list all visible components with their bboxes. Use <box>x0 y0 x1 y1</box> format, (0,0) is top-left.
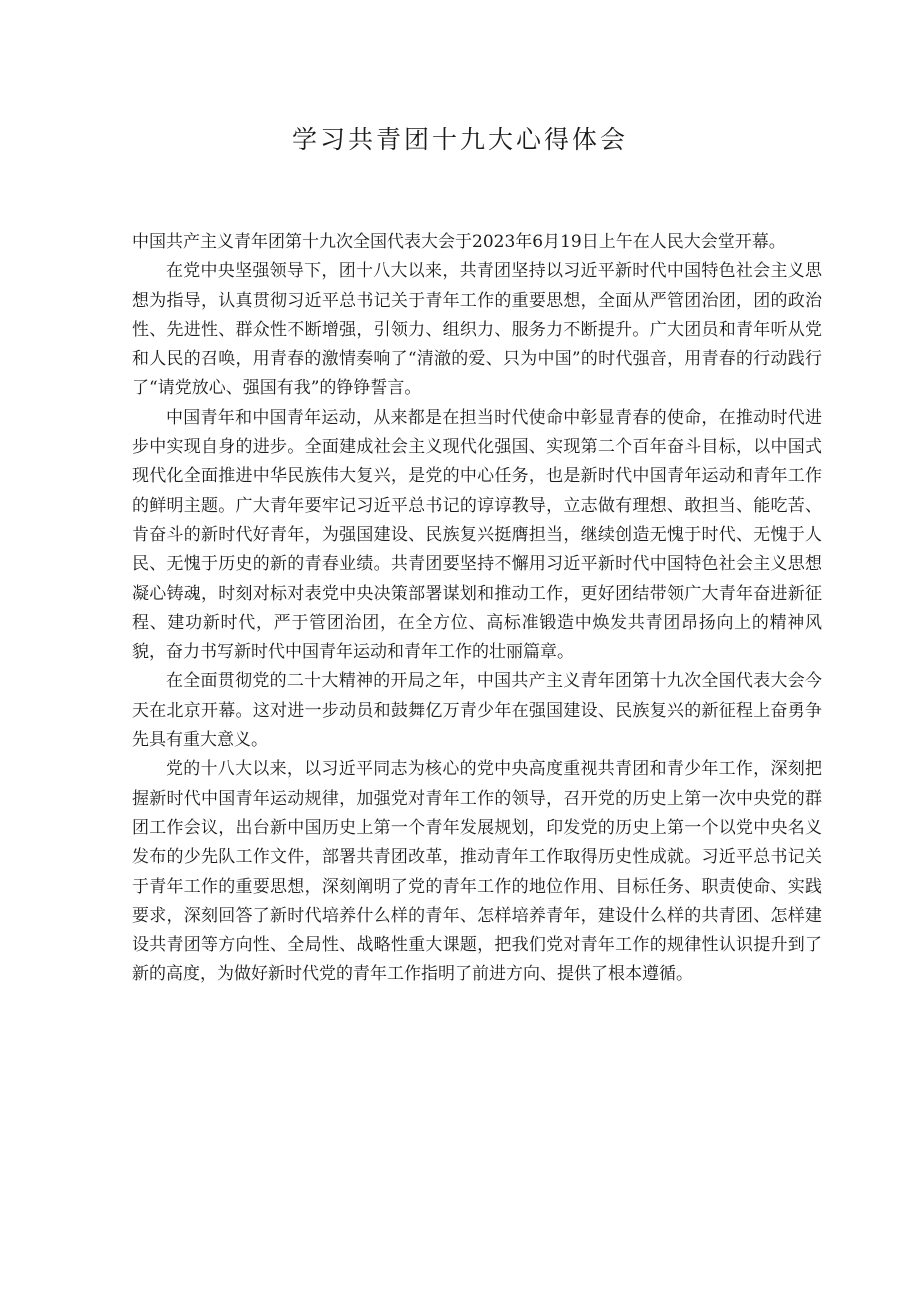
document-title: 学习共青团十九大心得体会 <box>291 125 628 154</box>
paragraph-2: 在党中央坚强领导下，团十八大以来，共青团坚持以习近平新时代中国特色社会主义思想为指导，认真贯彻习近平总书记关于青年工作的重要思想，全面从严管团治团，团的政治性、先进性、群众性不断增强，引领力、组织力、服务力不断提升。广大团员和青年听从党和人民的召唤，用青春的激情奏响了“清澈的爱、只为中国”的时代强音，用青春的行动践行了“请党放心、强国有我”的铮铮誓言。 <box>132 261 822 399</box>
document-body <box>132 228 822 990</box>
paragraph-1: 中国共产主义青年团第十九次全国代表大会于2023年6月19日上午在人民大会堂开幕。 <box>132 232 786 252</box>
paragraph-3: 中国青年和中国青年运动，从来都是在担当时代使命中彰显青春的使命，在推动时代进步中实现自身的进步。全面建成社会主义现代化强国、实现第二个百年奋斗目标，以中国式现代化全面推进中华民族伟大复兴，是党的中心任务，也是新时代中国青年运动和青年工作的鲜明主题。广大青年要牢记习近平总书记的谆谆教导，立志做有理想、敢担当、能吃苦、肯奋斗的新时代好青年，为强国建设、民族复兴挺膺担当，继续创造无愧于时代、无愧于人民、无愧于历史的新的青春业绩。共青团要坚持不懈用习近平新时代中国特色社会主义思想凝心铸魂，时刻对标对表党中央决策部署谋划和推动工作，更好团结带领广大青年奋进新征程、建功新时代，严于管团治团，在全方位、高标准锻造中焕发共青团昂扬向上的精神风貌，奋力书写新时代中国青年运动和青年工作的壮丽篇章。 <box>132 407 822 663</box>
paragraph-5: 党的十八大以来，以习近平同志为核心的党中央高度重视共青团和青少年工作，深刻把握新时代中国青年运动规律，加强党对青年工作的领导，召开党的历史上第一次中央党的群团工作会议，出台新中国历史上第一个青年发展规划，印发党的历史上第一个以党中央名义发布的少先队工作文件，部署共青团改革，推动青年工作取得历史性成就。习近平总书记关于青年工作的重要思想，深刻阐明了党的青年工作的地位作用、目标任务、职责使命、实践要求，深刻回答了新时代培养什么样的青年、怎样培养青年，建设什么样的共青团、怎样建设共青团等方向性、全局性、战略性重大课题，把我们党对青年工作的规律性认识提升到了新的高度，为做好新时代党的青年工作指明了前进方向、提供了根本遵循。 <box>132 759 822 985</box>
paragraph-4: 在全面贯彻党的二十大精神的开局之年，中国共产主义青年团第十九次全国代表大会今天在北京开幕。这对进一步动员和鼓舞亿万青少年在强国建设、民族复兴的新征程上奋勇争先具有重大意义。 <box>132 671 822 751</box>
